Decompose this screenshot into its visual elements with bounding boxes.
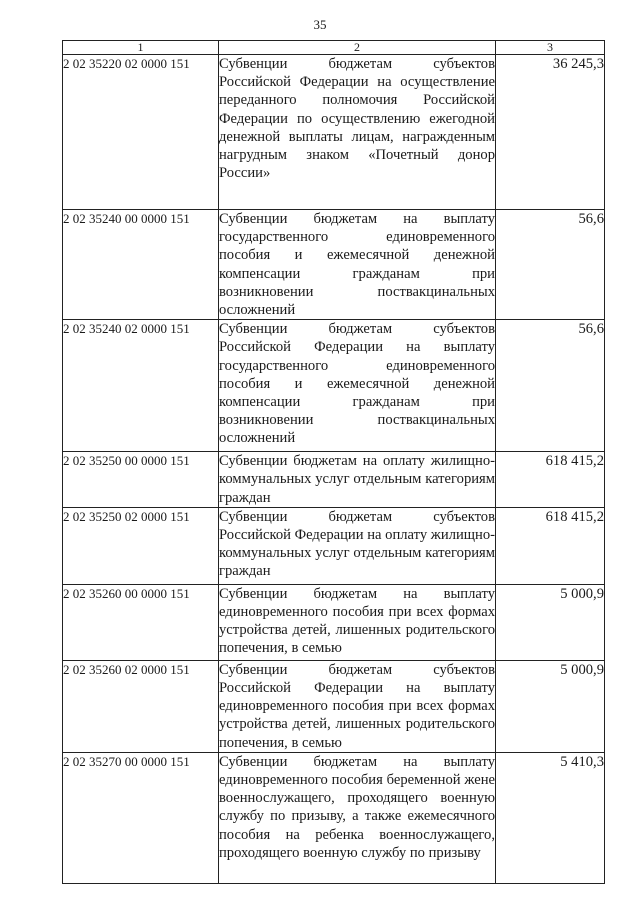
budget-amount: 36 245,3 <box>496 55 605 210</box>
budget-code: 2 02 35250 00 0000 151 <box>63 452 219 508</box>
budget-amount: 5 000,9 <box>496 584 605 660</box>
table-row <box>63 752 605 883</box>
table-row <box>63 584 605 660</box>
budget-amount: 5 000,9 <box>496 660 605 752</box>
column-header-3: 3 <box>496 41 605 55</box>
budget-amount: 618 415,2 <box>496 452 605 508</box>
budget-description: Субвенции бюджетам субъектов Российской Федерации на выплату единовременного пособия при всех формах устройства детей, лишенных родительского попечения, в семью <box>219 661 495 751</box>
budget-description: Субвенции бюджетам на выплату государственного единовременного пособия и ежемесячной денежной компенсации гражданам при возникновении поствакцинальных осложнений <box>219 211 495 319</box>
column-header-1: 1 <box>63 41 219 55</box>
table-header-row <box>63 41 605 55</box>
budget-code: 2 02 35240 00 0000 151 <box>63 210 219 320</box>
table-row <box>63 507 605 584</box>
page-number: 35 <box>313 17 327 32</box>
table-row <box>63 660 605 752</box>
budget-description: Субвенции бюджетам на оплату жилищно-коммунальных услуг отдельным категориям граждан <box>219 453 495 506</box>
budget-description: Субвенции бюджетам субъектов Российской Федерации на осуществление переданного полномочия Российской Федерации по осуществлению ежегодной денежной выплаты лицам, награжденным нагрудным знаком «Почетный донор России» <box>219 55 496 210</box>
budget-code: 2 02 35270 00 0000 151 <box>63 752 219 883</box>
budget-amount: 618 415,2 <box>496 507 605 584</box>
budget-table <box>62 40 605 884</box>
budget-description: Субвенции бюджетам субъектов Российской Федерации на оплату жилищно-коммунальных услуг отдельным категориям граждан <box>219 507 496 584</box>
budget-amount: 56,6 <box>496 320 605 452</box>
budget-description: Субвенции бюджетам на выплату единовременного пособия беременной жене военнослужащего, проходящего военную службу по призыву, а также ежемесячного пособия на ребенка военнослужащего, проходящего военную службу по призыву <box>219 752 496 883</box>
table-row <box>63 452 605 508</box>
budget-description: Субвенции бюджетам на выплату единовременного пособия при всех формах устройства детей, лишенных родительского попечения, в семью <box>219 584 496 660</box>
budget-amount: 5 410,3 <box>496 752 605 883</box>
budget-code: 2 02 35260 02 0000 151 <box>63 660 219 752</box>
table-row <box>63 55 605 210</box>
budget-code: 2 02 35220 02 0000 151 <box>63 55 219 210</box>
budget-code: 2 02 35250 02 0000 151 <box>63 507 219 584</box>
budget-description: Субвенции бюджетам субъектов Российской Федерации на выплату государственного единовременного пособия и ежемесячной денежной компенсации гражданам при возникновении поствакцинальных осложнений <box>219 320 496 452</box>
budget-amount: 56,6 <box>496 210 605 320</box>
column-header-2: 2 <box>219 41 496 55</box>
table-row <box>63 320 605 452</box>
table-row <box>63 210 605 320</box>
budget-code: 2 02 35260 00 0000 151 <box>63 584 219 660</box>
budget-code: 2 02 35240 02 0000 151 <box>63 320 219 452</box>
